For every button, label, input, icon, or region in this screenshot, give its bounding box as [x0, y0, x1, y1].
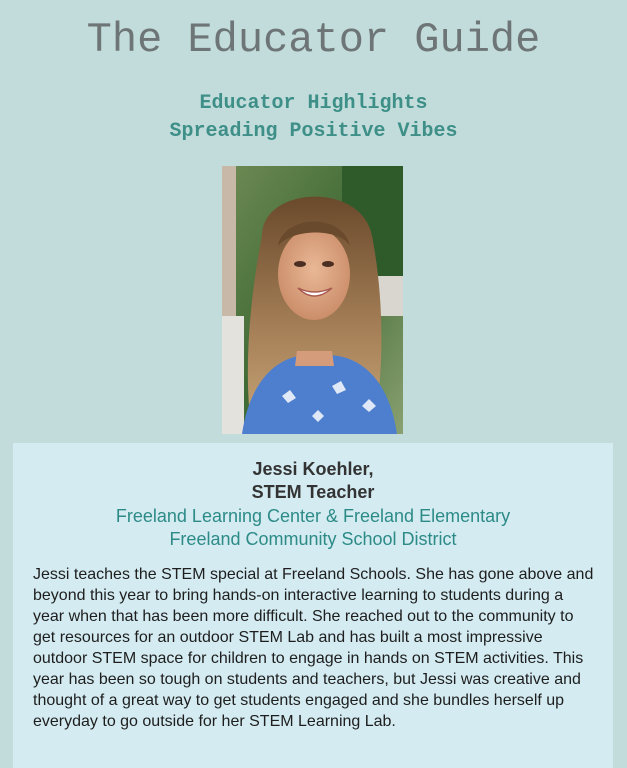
educator-bio: Jessi teaches the STEM special at Freeland Schools. She has gone above and beyond this year to bring hands-on interactive learning to students during a year when that has been more difficult. She reached out to the community to get resources for an outdoor STEM Lab and has built a most impressive outdoor STEM space for children to engage in hands on STEM activities. This year has been so tough on students and teachers, but Jessi was creative and thought of a great way to get students engaged and she bundles herself up everyday to go outside for her STEM Learning Lab. [33, 566, 594, 730]
section-heading: Educator Highlights [199, 92, 428, 115]
section-tagline: Spreading Positive Vibes [169, 120, 458, 143]
educator-school: Freeland Learning Center & Freeland Elementary [115, 506, 511, 526]
educator-profile-card [13, 443, 613, 768]
page-title: The Educator Guide [86, 16, 541, 64]
educator-district: Freeland Community School District [169, 529, 457, 549]
educator-name: Jessi Koehler, [252, 459, 374, 479]
educator-role: STEM Teacher [251, 482, 375, 502]
educator-photo [222, 166, 403, 434]
